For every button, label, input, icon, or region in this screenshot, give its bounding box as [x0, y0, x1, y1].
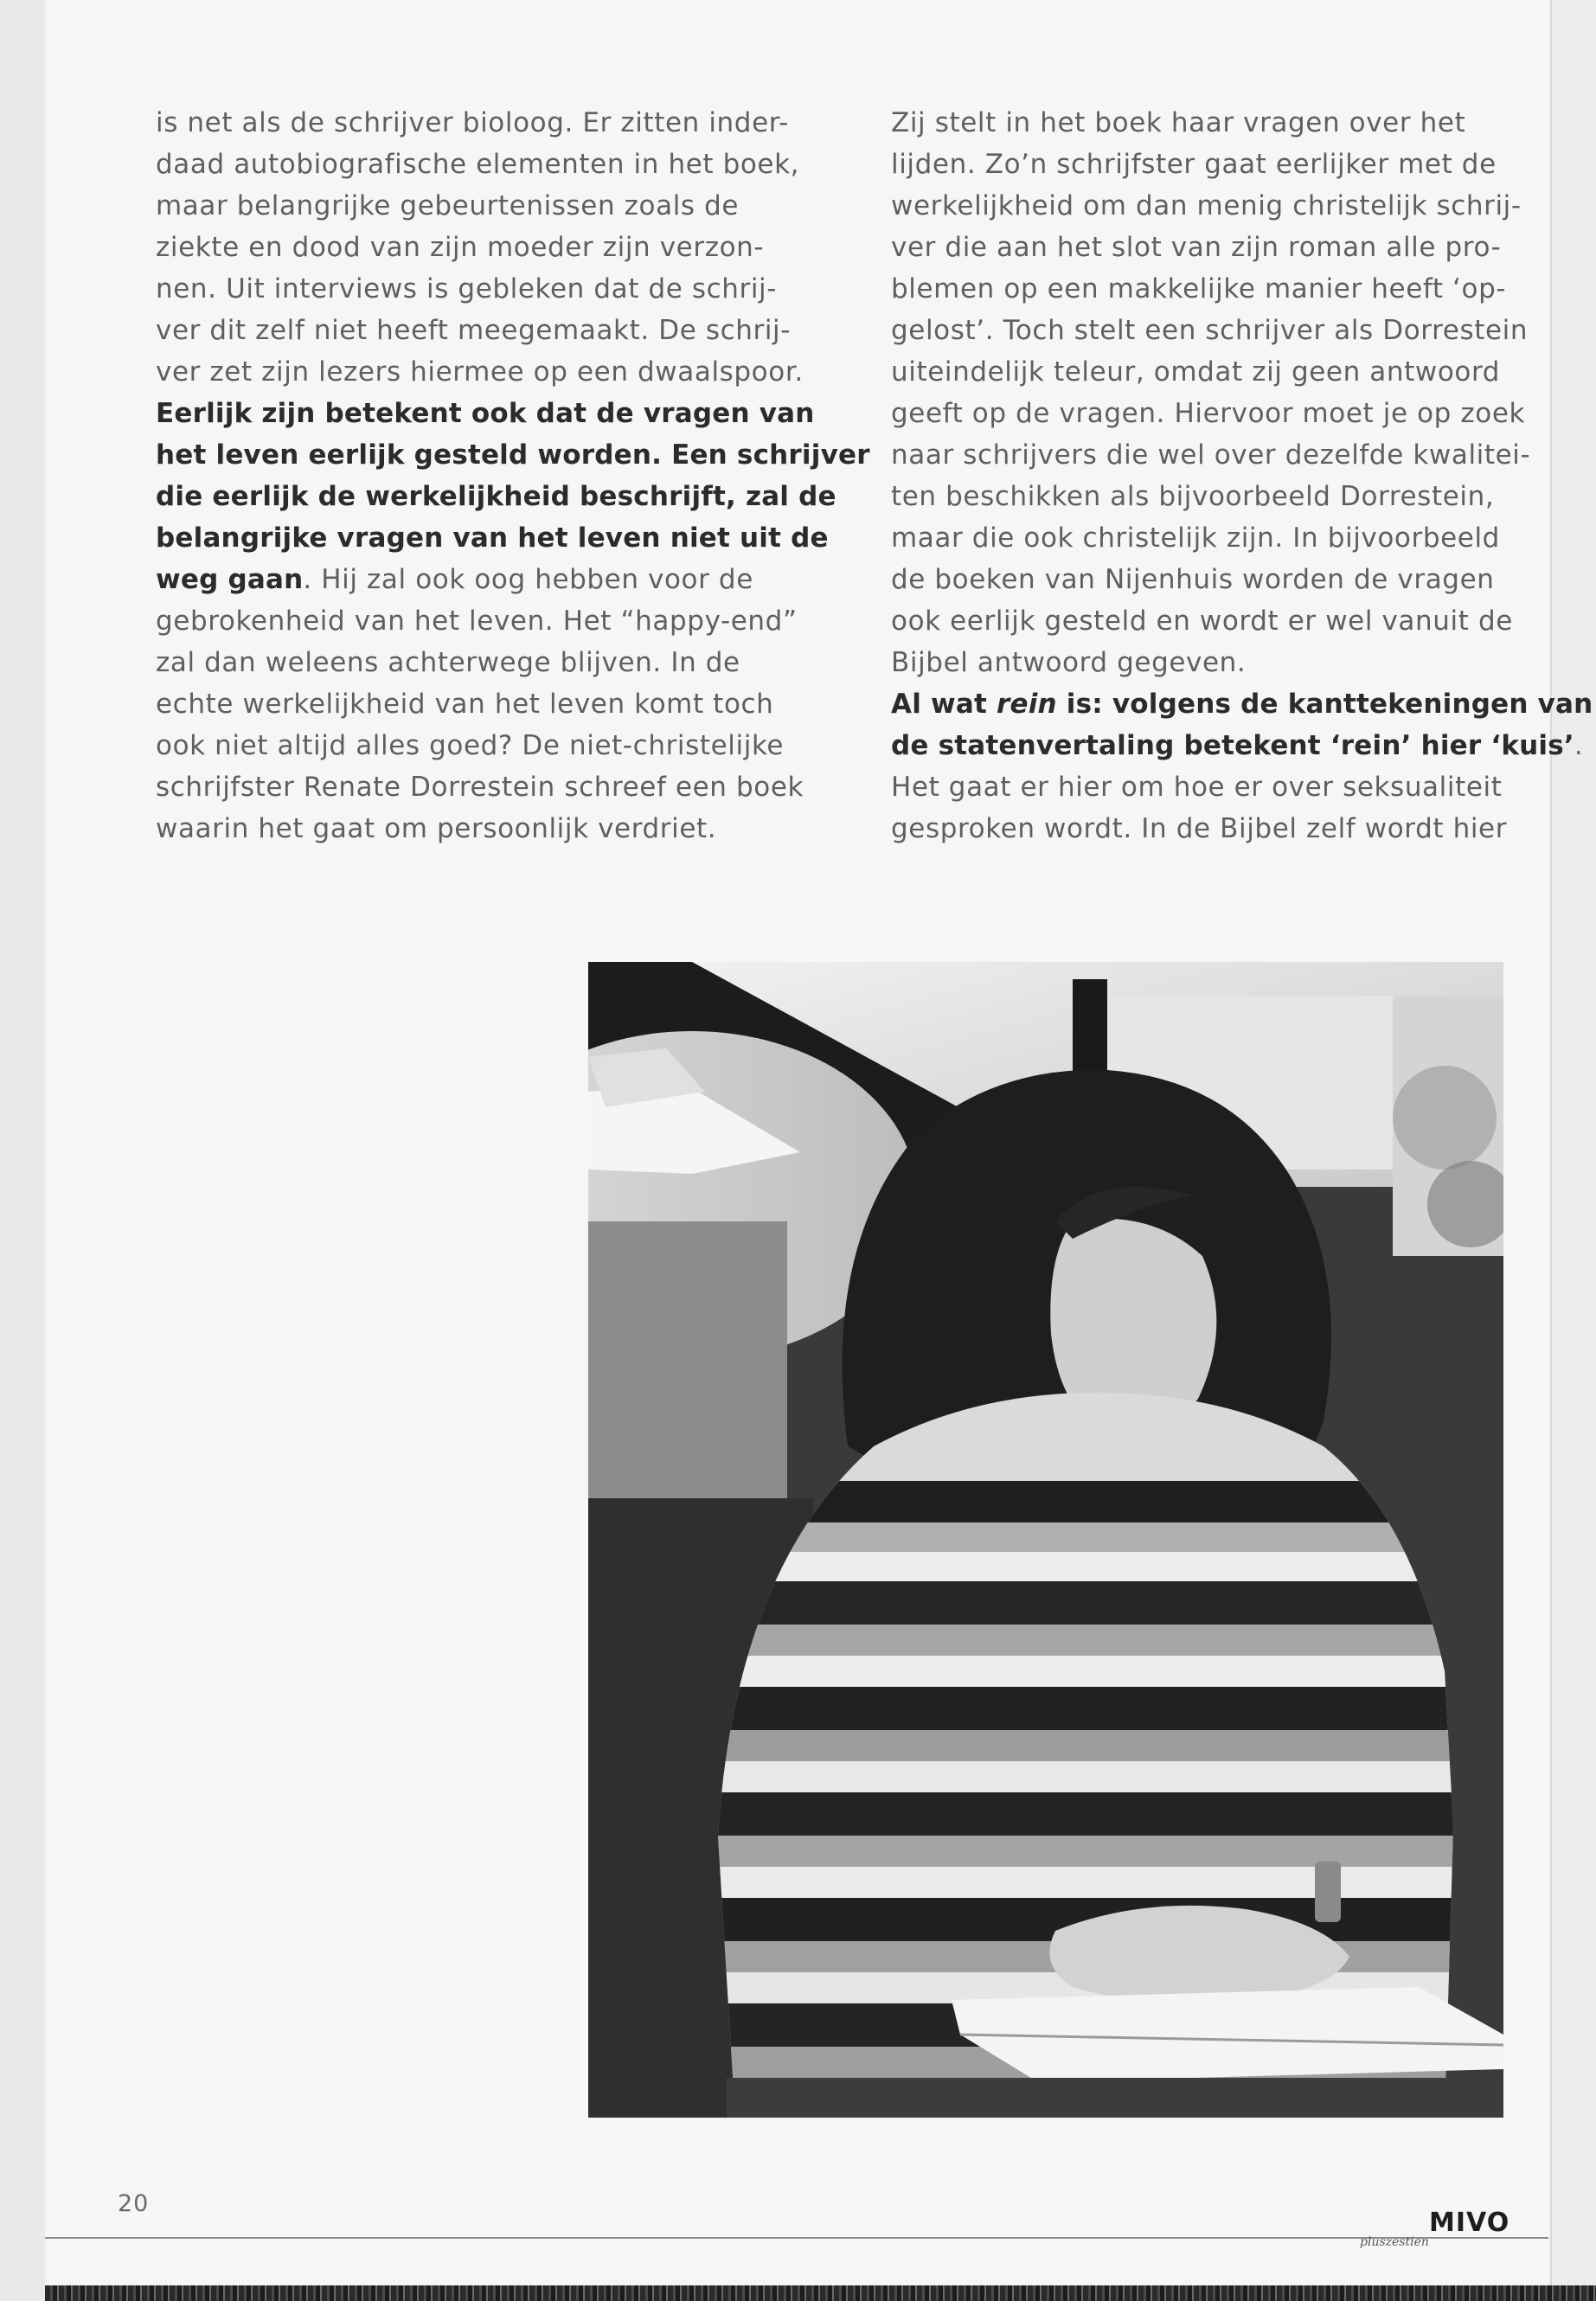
- left-line: maar belangrijke gebeurtenissen zoals de: [156, 190, 740, 221]
- page-edge: [1550, 0, 1596, 2301]
- right-line: naar schrijvers die wel over dezelfde kwalitei-: [891, 439, 1531, 471]
- book: [952, 1987, 1503, 2082]
- right-line: Bijbel antwoord gegeven.: [891, 647, 1247, 678]
- right-line: gelost’. Toch stelt een schrijver als Dorrestein: [891, 315, 1529, 346]
- right-bold-line: [891, 683, 1593, 725]
- left-line: waarin het gaat om persoonlijk verdriet.: [156, 813, 717, 844]
- left-line: ziekte en dood van zijn moeder zijn verzon-: [156, 232, 765, 263]
- right-line: ten beschikken als bijvoorbeeld Dorrestein,: [891, 481, 1495, 512]
- table-base: [588, 1221, 787, 1507]
- left-bold-line: belangrijke vragen van het leven niet uit de: [156, 522, 829, 554]
- left-bold-line: het leven eerlijk gesteld worden. Een schrijver: [156, 439, 870, 471]
- left-mixed-line: [156, 559, 813, 600]
- bold-prefix: Al wat: [891, 689, 997, 720]
- left-line: echte werkelijkheid van het leven komt toch: [156, 689, 774, 720]
- magazine-subbrand: pluszestien: [1360, 2235, 1429, 2249]
- page-number: 20: [118, 2190, 150, 2217]
- left-line: ver dit zelf niet heeft meegemaakt. De schrij-: [156, 315, 792, 346]
- right-line: ook eerlijk gesteld en wordt er wel vanuit de: [891, 606, 1513, 637]
- right-text-column: [891, 102, 1593, 849]
- left-text-column: [156, 102, 870, 849]
- left-line: is net als de schrijver bioloog. Er zitten inder-: [156, 107, 789, 138]
- left-line: nen. Uit interviews is gebleken dat de schrij-: [156, 273, 778, 304]
- bold-italic-word: rein: [996, 689, 1057, 720]
- right-line: werkelijkheid om dan menig christelijk schrij-: [891, 190, 1522, 221]
- lap: [727, 2078, 1503, 2118]
- left-line: zal dan weleens achterwege blijven. In de: [156, 647, 740, 678]
- right-line: uiteindelijk teleur, omdat zij geen antwoord: [891, 356, 1501, 388]
- left-line: gebrokenheid van het leven. Het “happy-end”: [156, 606, 798, 637]
- left-bold-line: die eerlijk de werkelijkheid beschrijft, zal de: [156, 481, 836, 512]
- left-line: ver zet zijn lezers hiermee op een dwaalspoor.: [156, 356, 804, 388]
- right-line: gesproken wordt. In de Bijbel zelf wordt hier: [891, 813, 1508, 844]
- right-line: lijden. Zo’n schrijfster gaat eerlijker met de: [891, 149, 1497, 180]
- bold-suffix: is: volgens de kanttekeningen van: [1056, 689, 1593, 720]
- right-line: ver die aan het slot van zijn roman alle pro-: [891, 232, 1502, 263]
- footer-rule: [45, 2237, 1548, 2239]
- photo-woman-reading: [588, 962, 1503, 2118]
- right-regular-fragment: .: [1574, 730, 1584, 761]
- right-line: de boeken van Nijenhuis worden de vragen: [891, 564, 1495, 595]
- right-bold-fragment: de statenvertaling betekent ‘rein’ hier ‘kuis’: [891, 730, 1574, 761]
- left-line: daad autobiografische elementen in het boek,: [156, 149, 800, 180]
- right-mixed-line: [891, 725, 1584, 766]
- right-line: maar die ook christelijk zijn. In bijvoorbeeld: [891, 522, 1500, 554]
- wristwatch: [1315, 1862, 1341, 1922]
- left-bold-fragment: weg gaan: [156, 564, 304, 595]
- left-line: ook niet altijd alles goed? De niet-christelijke: [156, 730, 785, 761]
- left-line: schrijfster Renate Dorrestein schreef een boek: [156, 772, 804, 803]
- left-regular-fragment: . Hij zal ook oog hebben voor de: [303, 564, 753, 595]
- magazine-brand: MIVO: [1429, 2208, 1510, 2238]
- photo-illustration: [588, 962, 1503, 2118]
- right-line: Zij stelt in het boek haar vragen over het: [891, 107, 1466, 138]
- scan-bottom-edge: [45, 2285, 1596, 2301]
- right-line: geeft op de vragen. Hiervoor moet je op zoek: [891, 398, 1526, 429]
- left-bold-line: Eerlijk zijn betekent ook dat de vragen van: [156, 398, 815, 429]
- right-line: blemen op een makkelijke manier heeft ‘op-: [891, 273, 1507, 304]
- right-line: Het gaat er hier om hoe er over seksualiteit: [891, 772, 1503, 803]
